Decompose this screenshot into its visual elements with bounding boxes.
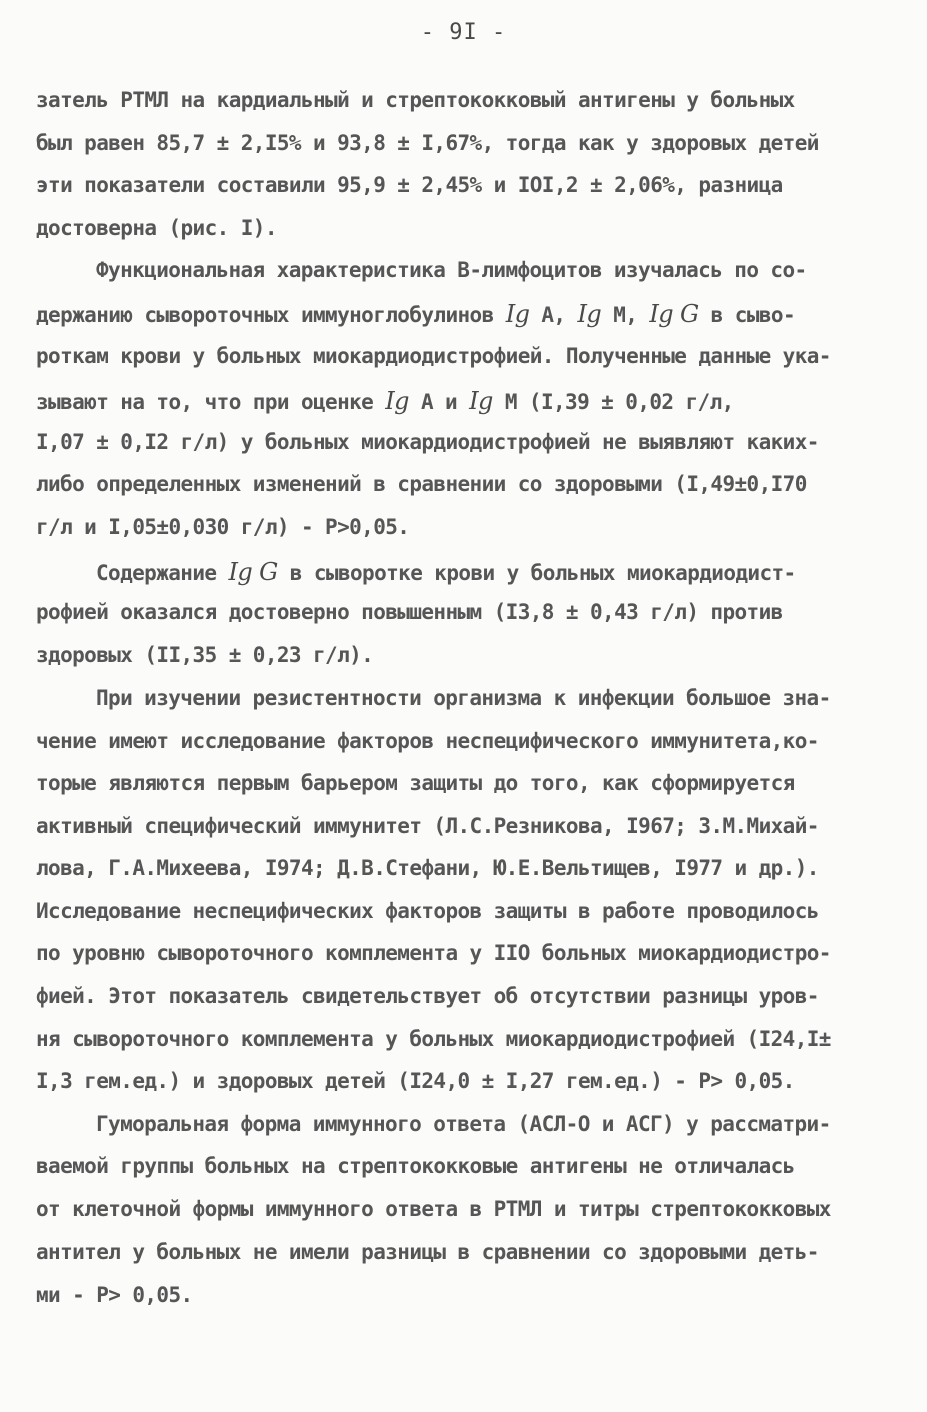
text-line: Гуморальная форма иммунного ответа (АСЛ-О и АСГ) у рассматри-: [96, 1112, 831, 1136]
text-line: чение имеют исследование факторов неспецифического иммунитета,ко-: [36, 729, 819, 753]
text-line: Исследование неспецифических факторов защиты в работе проводилось: [36, 899, 819, 923]
immunoglobulin-symbol: Ig: [228, 558, 253, 586]
immunoglobulin-symbol: Ig: [469, 387, 493, 415]
text-segment: в сыворотке крови у больных миокардиодист-: [277, 561, 796, 585]
text-line: ми - P> 0,05.: [36, 1283, 193, 1307]
page-number: - 9I -: [420, 20, 507, 45]
text-line: был равен 85,7 ± 2,I5% и 93,8 ± I,67%, тогда как у здоровых детей: [36, 131, 819, 155]
text-line: здоровых (II,35 ± 0,23 г/л).: [36, 643, 374, 667]
text-line: [96, 558, 796, 586]
text-segment: M (I,39 ± 0,02 г/л,: [492, 390, 734, 414]
text-line: эти показатели составили 95,9 ± 2,45% и IOI,2 ± 2,06%, разница: [36, 173, 783, 197]
text-line: роткам крови у больных миокардиодистрофией. Полученные данные ука-: [36, 344, 831, 368]
immunoglobulin-symbol: Ig: [385, 387, 409, 415]
text-line: При изучении резистентности организма к инфекции большое зна-: [96, 686, 831, 710]
text-segment: держанию сывороточных иммуноглобулинов: [36, 303, 494, 327]
text-line: достоверна (рис. I).: [36, 216, 277, 240]
text-line: торые являются первым барьером защиты до того, как сформируется: [36, 771, 795, 795]
text-line: либо определенных изменений в сравнении со здоровыми (I,49±0,I70: [36, 472, 807, 496]
text-segment: M,: [601, 303, 650, 327]
text-line: активный специфический иммунитет (Л.С.Резникова, I967; З.М.Михай-: [36, 814, 819, 838]
text-line: ваемой группы больных на стрептококковые антигены не отличалась: [36, 1154, 795, 1178]
text-line: по уровню сывороточного комплемента у IIO больных миокардиодистро-: [36, 941, 831, 965]
text-line: I,3 гем.ед.) и здоровых детей (I24,0 ± I,27 гем.ед.) - P> 0,05.: [36, 1069, 795, 1093]
text-line: г/л и I,05±0,030 г/л) - P>0,05.: [36, 515, 410, 539]
text-line: от клеточной формы иммунного ответа в РТМЛ и титры стрептококковых: [36, 1197, 831, 1221]
text-line: [36, 300, 795, 328]
text-line: затель РТМЛ на кардиальный и стрептококковый антигены у больных: [36, 88, 795, 112]
text-line: фией. Этот показатель свидетельствует об отсутствии разницы уров-: [36, 984, 819, 1008]
text-segment: A,: [529, 303, 578, 327]
text-segment: A и: [408, 390, 470, 414]
immunoglobulin-class-g: G: [673, 300, 699, 328]
immunoglobulin-symbol: Ig: [577, 300, 602, 328]
text-line: лова, Г.А.Михеева, I974; Д.В.Стефани, Ю.Е.Вельтищев, I977 и др.).: [36, 856, 819, 880]
text-segment: зывают на то, что при оценке: [36, 390, 374, 414]
text-line: ня сывороточного комплемента у больных миокардиодистрофией (I24,I±: [36, 1027, 831, 1051]
immunoglobulin-class-g: G: [252, 558, 278, 586]
text-line: Функциональная характеристика В-лимфоцитов изучалась по со-: [96, 258, 807, 282]
immunoglobulin-symbol: Ig: [505, 300, 530, 328]
text-segment: в сыво-: [698, 303, 795, 327]
immunoglobulin-symbol: Ig: [649, 300, 674, 328]
text-line: [36, 387, 734, 415]
text-line: I,07 ± 0,I2 г/л) у больных миокардиодистрофией не выявляют каких-: [36, 430, 819, 454]
text-line: рофией оказался достоверно повышенным (I3,8 ± 0,43 г/л) против: [36, 600, 783, 624]
text-line: антител у больных не имели разницы в сравнении со здоровыми деть-: [36, 1240, 819, 1264]
text-segment: Содержание: [96, 561, 217, 585]
